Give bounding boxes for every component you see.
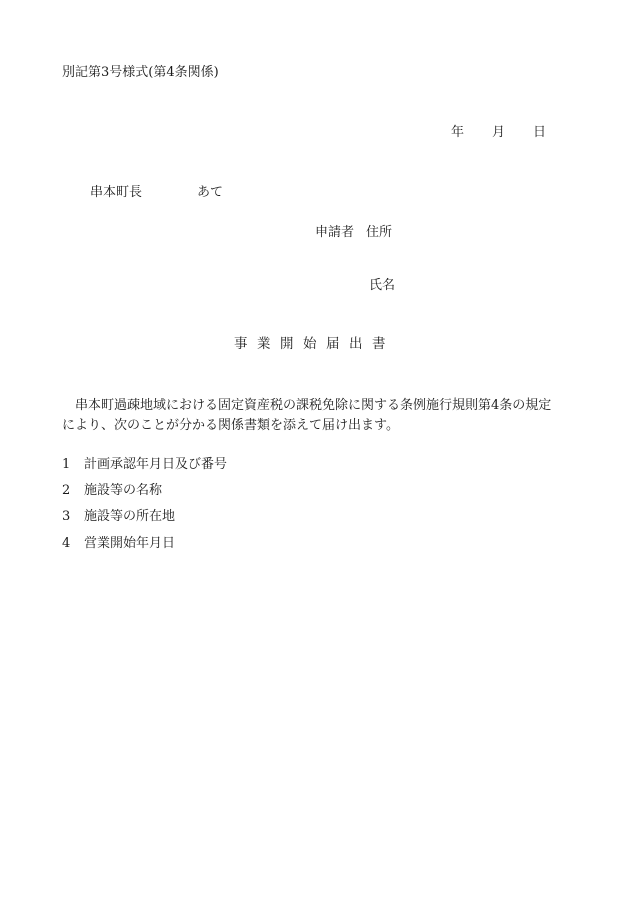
item-number: 3 <box>62 509 71 524</box>
item-text: 営業開始年月日 <box>84 536 176 551</box>
date-month-label: 月 <box>492 125 506 140</box>
form-reference: 別記第3号様式(第4条関係) <box>62 65 219 80</box>
item-text: 計画承認年月日及び番号 <box>84 457 228 472</box>
item-text: 施設等の名称 <box>84 483 163 498</box>
list-item <box>62 458 227 471</box>
item-text: 施設等の所在地 <box>84 509 176 524</box>
addressee-name: 串本町長 <box>90 185 143 200</box>
item-number: 2 <box>62 483 71 498</box>
document-title: 事業開始届出書 <box>234 336 395 352</box>
addressee-suffix: あて <box>197 185 224 200</box>
date-year-label: 年 <box>451 125 465 140</box>
list-item <box>62 537 175 550</box>
list-item <box>62 484 162 497</box>
item-number: 4 <box>62 536 71 551</box>
address-label: 住所 <box>366 225 393 240</box>
list-item <box>62 510 175 523</box>
name-label: 氏名 <box>369 278 396 293</box>
applicant-label: 申請者 <box>315 225 355 240</box>
body-paragraph: 串本町過疎地域における固定資産税の課税免除に関する条例施行規則第4条の規定により、次のことが分かる関係書類を添えて届け出ます。 <box>62 398 552 433</box>
item-number: 1 <box>62 457 71 472</box>
date-day-label: 日 <box>533 125 547 140</box>
